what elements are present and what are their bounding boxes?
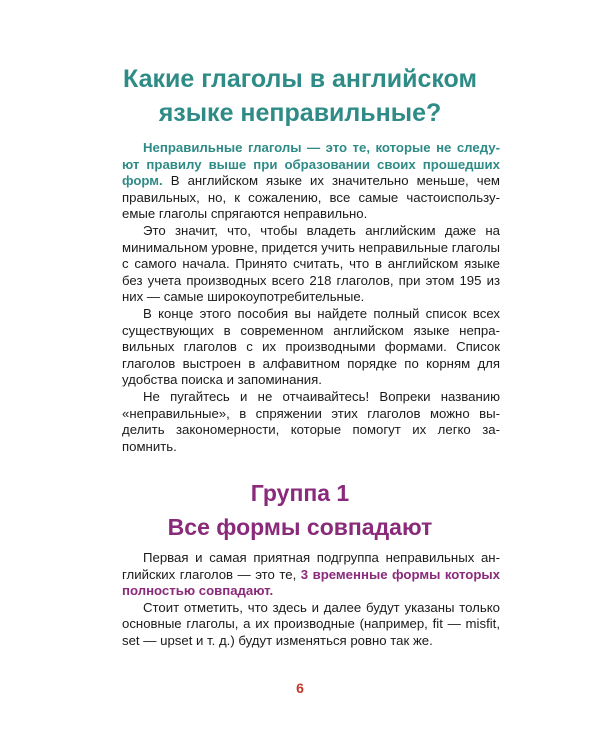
section-title-line-2: языке неправильные? — [158, 99, 442, 127]
paragraph-4: Не пугайтесь и не отчаивайтесь! Вопреки названию «неправильные», в спряжении этих глаголов можно выделить закономерности, которые помогут их легко запомнить. — [122, 388, 500, 454]
group-title: Группа 1 — [250, 480, 350, 506]
paragraph-3: В конце этого пособия вы найдете полный список всех существующих в современном английском языке неправильных глаголов с их производными формами. Список глаголов выстроен в алфавитном порядке по корням для удобства поиска и запоминания. — [122, 305, 500, 388]
group-paragraph-2: Стоит отметить, что здесь и далее будут указаны только основные глаголы, а их производные (например, fit — misfit, set — upset и т. д.) будут изменяться ровно так же. — [122, 599, 500, 648]
paragraph-2: Это значит, что, чтобы владеть английским даже на минимальном уровне, придется учить неправильные глаголы с самого начала. Принято считать, что в английском языке без учета производных всего 218 глаголов, при этом 195 из них — самые широкоупотребительные. — [122, 222, 500, 305]
paragraph-1-rest: В английском языке их значительно меньше, чем правильных, но, к сожалению, все самые частоиспользуемые глаголы спрягаются неправильно. — [122, 173, 500, 222]
group-paragraph-1-start: Первая и самая приятная подгруппа неправильных английских глаголов — это те, — [122, 550, 500, 582]
page-number: 6 — [296, 680, 304, 696]
definition-highlight: Неправильные глаголы — это те, которые не следуют правилу выше при образовании своих прошедших форм. — [122, 140, 500, 189]
forms-highlight: 3 временные формы которых полностью совпадают. — [122, 566, 500, 599]
section2-body — [122, 550, 500, 650]
section-title-line-1: Какие глаголы в английском — [123, 65, 477, 93]
paragraph-1 — [122, 140, 500, 223]
group-subtitle: Все формы совпадают — [167, 514, 433, 540]
group-paragraph-1 — [122, 550, 500, 600]
section1-body — [122, 140, 500, 455]
